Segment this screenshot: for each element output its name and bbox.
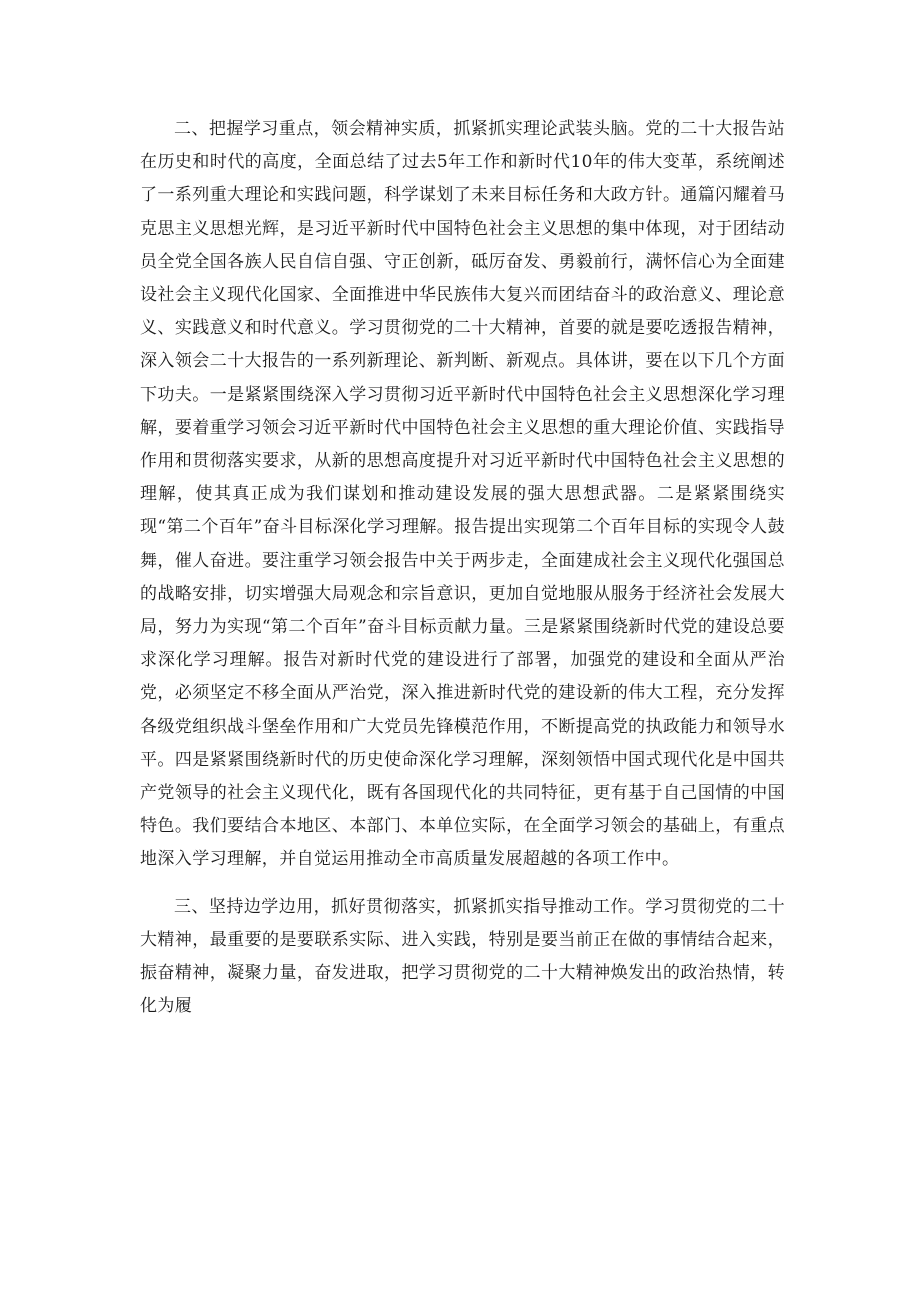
body-text [140, 113, 785, 1023]
paragraph-section-two: 二、把握学习重点，领会精神实质，抓紧抓实理论武装头脑。党的二十大报告站在历史和时代的高度，全面总结了过去5年工作和新时代10年的伟大变革，系统阐述了一系列重大理论和实践问题，科学谋划了未来目标任务和大政方针。通篇闪耀着马克思主义思想光辉，是习近平新时代中国特色社会主义思想的集中体现，对于团结动员全党全国各族人民自信自强、守正创新，砥厉奋发、勇毅前行，满怀信心为全面建设社会主义现代化国家、全面推进中华民族伟大复兴而团结奋斗的政治意义、理论意义、实践意义和时代意义。学习贯彻党的二十大精神，首要的就是要吃透报告精神，深入领会二十大报告的一系列新理论、新判断、新观点。具体讲，要在以下几个方面下功夫。一是紧紧围绕深入学习贯彻习近平新时代中国特色社会主义思想深化学习理解，要着重学习领会习近平新时代中国特色社会主义思想的重大理论价值、实践指导作用和贯彻落实要求，从新的思想高度提升对习近平新时代中国特色社会主义思想的理解，使其真正成为我们谋划和推动建设发展的强大思想武器。二是紧紧围绕实现“第二个百年”奋斗目标深化学习理解。报告提出实现第二个百年目标的实现令人鼓舞，催人奋进。要注重学习领会报告中关于两步走，全面建成社会主义现代化强国总的战略安排，切实增强大局观念和宗旨意识，更加自觉地服从服务于经济社会发展大局，努力为实现“第二个百年”奋斗目标贡献力量。三是紧紧围绕新时代党的建设总要求深化学习理解。报告对新时代党的建设进行了部署，加强党的建设和全面从严治党，必须坚定不移全面从严治党，深入推进新时代党的建设新的伟大工程，充分发挥各级党组织战斗堡垒作用和广大党员先锋模范作用，不断提高党的执政能力和领导水平。四是紧紧围绕新时代的历史使命深化学习理解，深刻领悟中国式现代化是中国共产党领导的社会主义现代化，既有各国现代化的共同特征，更有基于自己国情的中国特色。我们要结合本地区、本部门、本单位实际，在全面学习领会的基础上，有重点地深入学习理解，并自觉运用推动全市高质量发展超越的各项工作中。 [140, 119, 785, 870]
paragraph-section-three: 三、坚持边学边用，抓好贯彻落实，抓紧抓实指导推动工作。学习贯彻党的二十大精神，最重要的是要联系实际、进入实践，特别是要当前正在做的事情结合起来，振奋精神，凝聚力量，奋发进取，把学习贯彻党的二十大精神焕发出的政治热情，转化为履 [140, 896, 785, 1017]
